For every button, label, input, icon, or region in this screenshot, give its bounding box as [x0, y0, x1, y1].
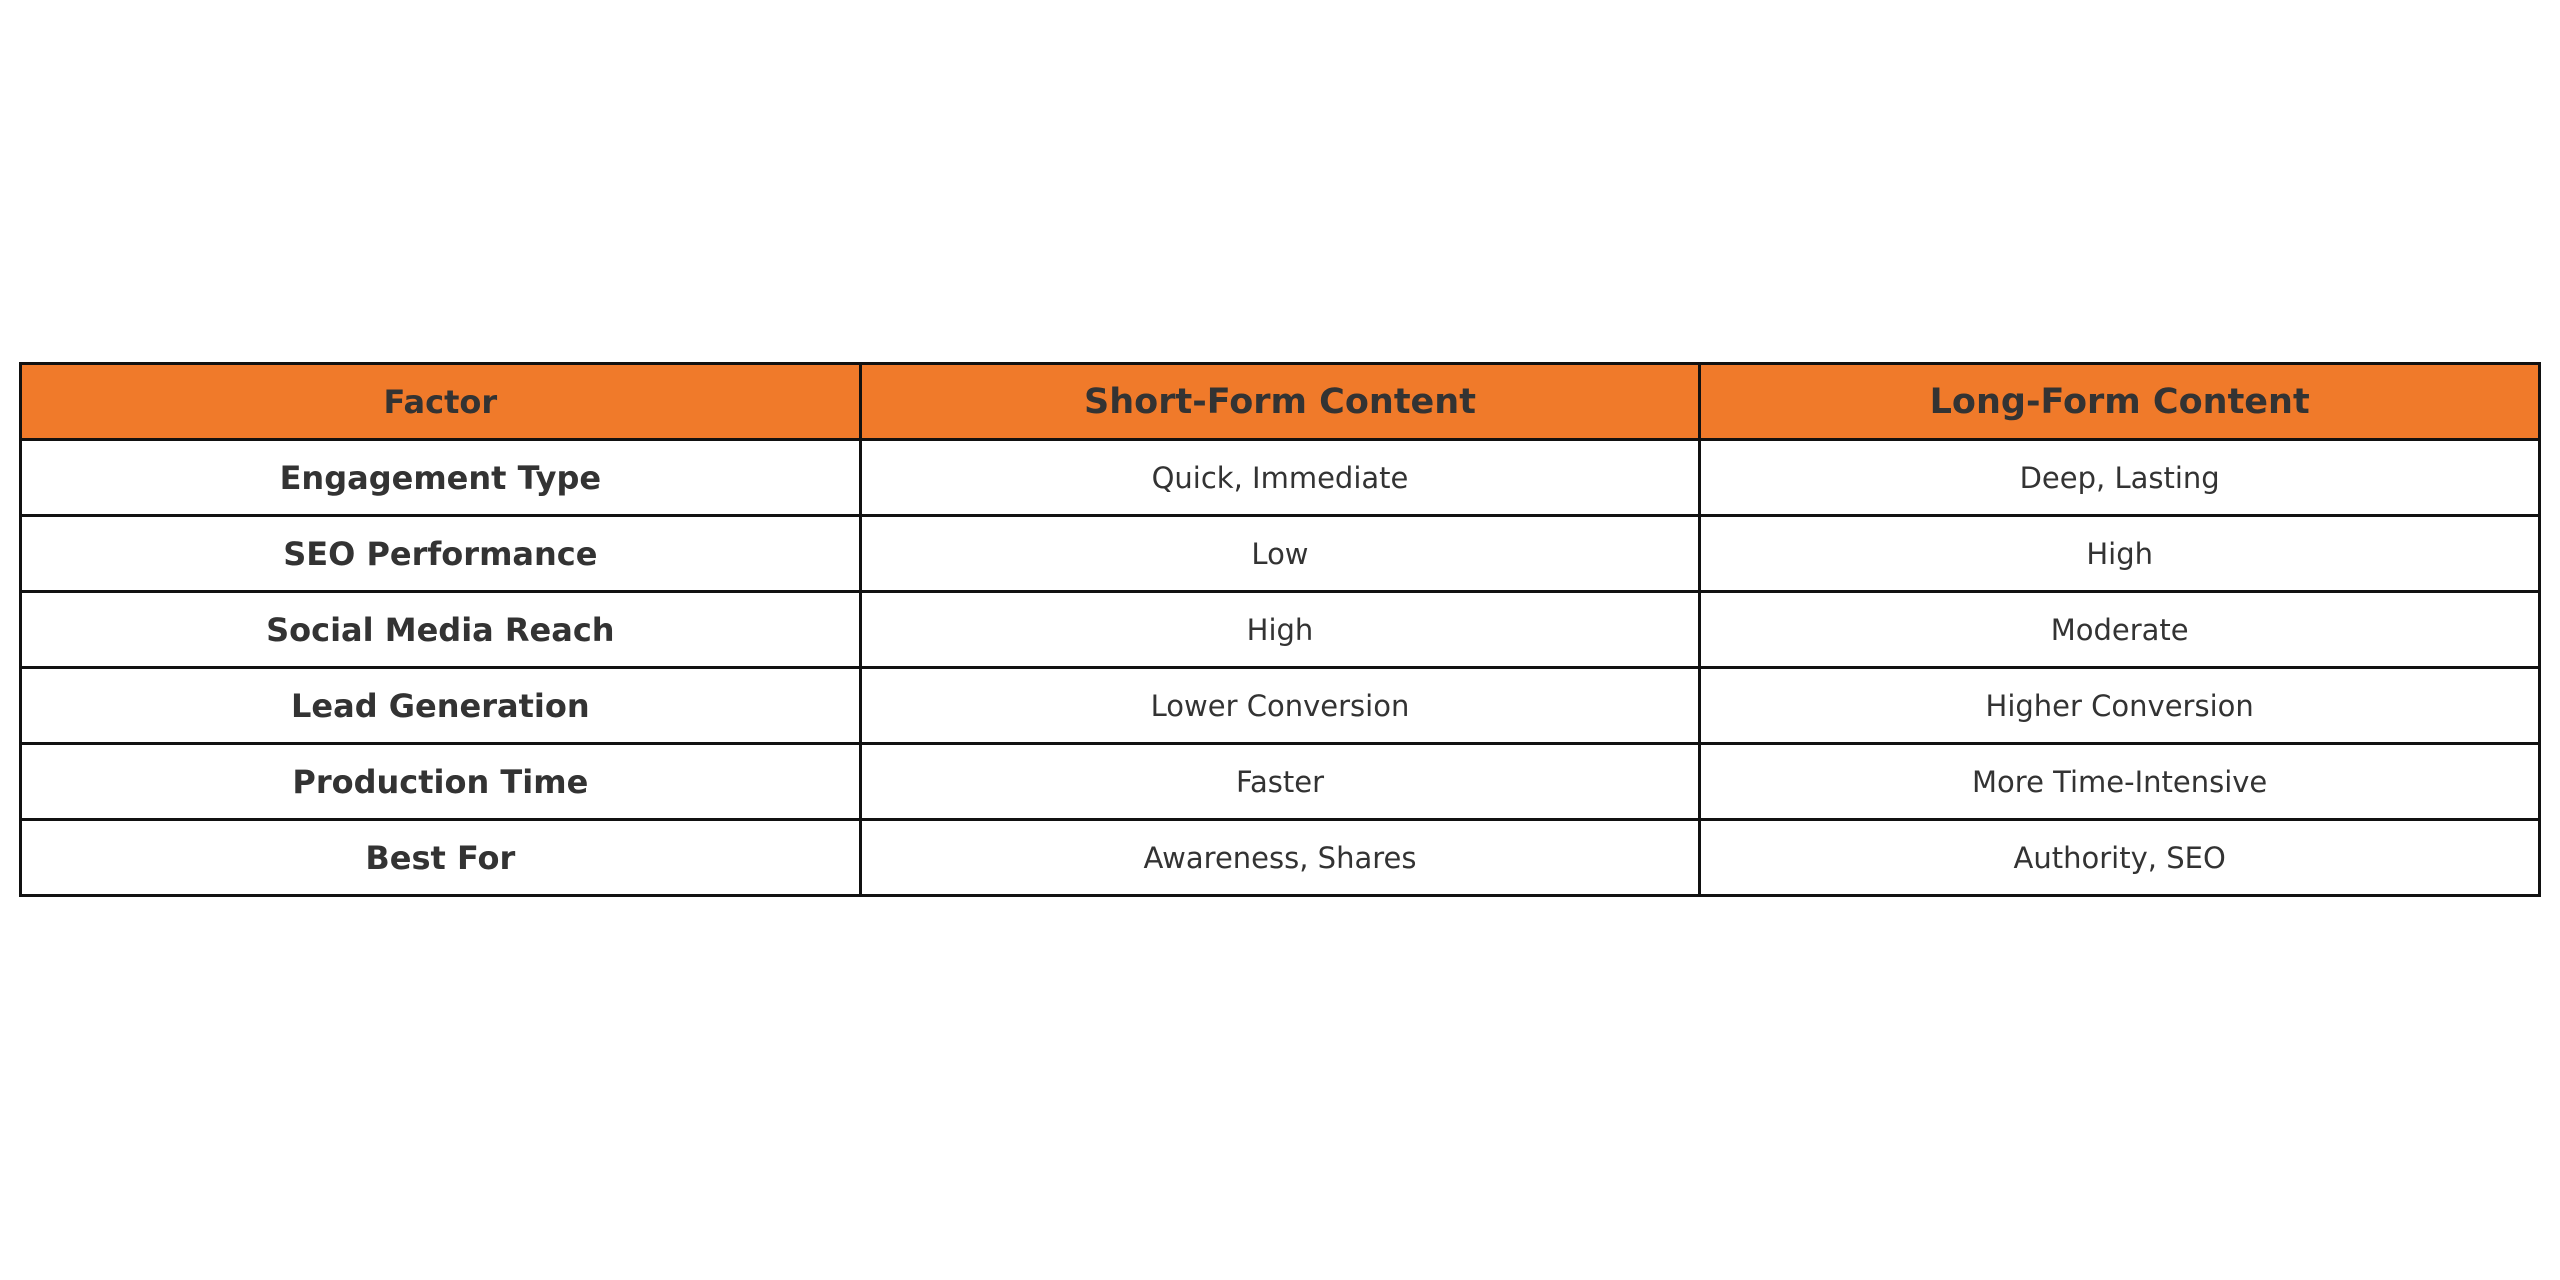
- header-short-form: Short-Form Content: [860, 364, 1700, 440]
- long-form-value: Higher Conversion: [1700, 668, 2540, 744]
- long-form-value: Deep, Lasting: [1700, 440, 2540, 516]
- table-row: [21, 440, 2540, 516]
- long-form-value: Moderate: [1700, 592, 2540, 668]
- table-header-row: [21, 364, 2540, 440]
- row-factor-label: SEO Performance: [21, 516, 861, 592]
- short-form-value: Awareness, Shares: [860, 820, 1700, 896]
- table-row: [21, 668, 2540, 744]
- row-factor-label: Lead Generation: [21, 668, 861, 744]
- long-form-value: High: [1700, 516, 2540, 592]
- short-form-value: Low: [860, 516, 1700, 592]
- table-row: [21, 592, 2540, 668]
- long-form-value: More Time-Intensive: [1700, 744, 2540, 820]
- row-factor-label: Engagement Type: [21, 440, 861, 516]
- long-form-value: Authority, SEO: [1700, 820, 2540, 896]
- short-form-value: Faster: [860, 744, 1700, 820]
- comparison-table-container: [19, 362, 2541, 897]
- header-long-form: Long-Form Content: [1700, 364, 2540, 440]
- short-form-value: Quick, Immediate: [860, 440, 1700, 516]
- comparison-table: [19, 362, 2541, 897]
- table-row: [21, 744, 2540, 820]
- header-factor: Factor: [21, 364, 861, 440]
- row-factor-label: Production Time: [21, 744, 861, 820]
- short-form-value: High: [860, 592, 1700, 668]
- short-form-value: Lower Conversion: [860, 668, 1700, 744]
- table-row: [21, 820, 2540, 896]
- row-factor-label: Social Media Reach: [21, 592, 861, 668]
- row-factor-label: Best For: [21, 820, 861, 896]
- table-row: [21, 516, 2540, 592]
